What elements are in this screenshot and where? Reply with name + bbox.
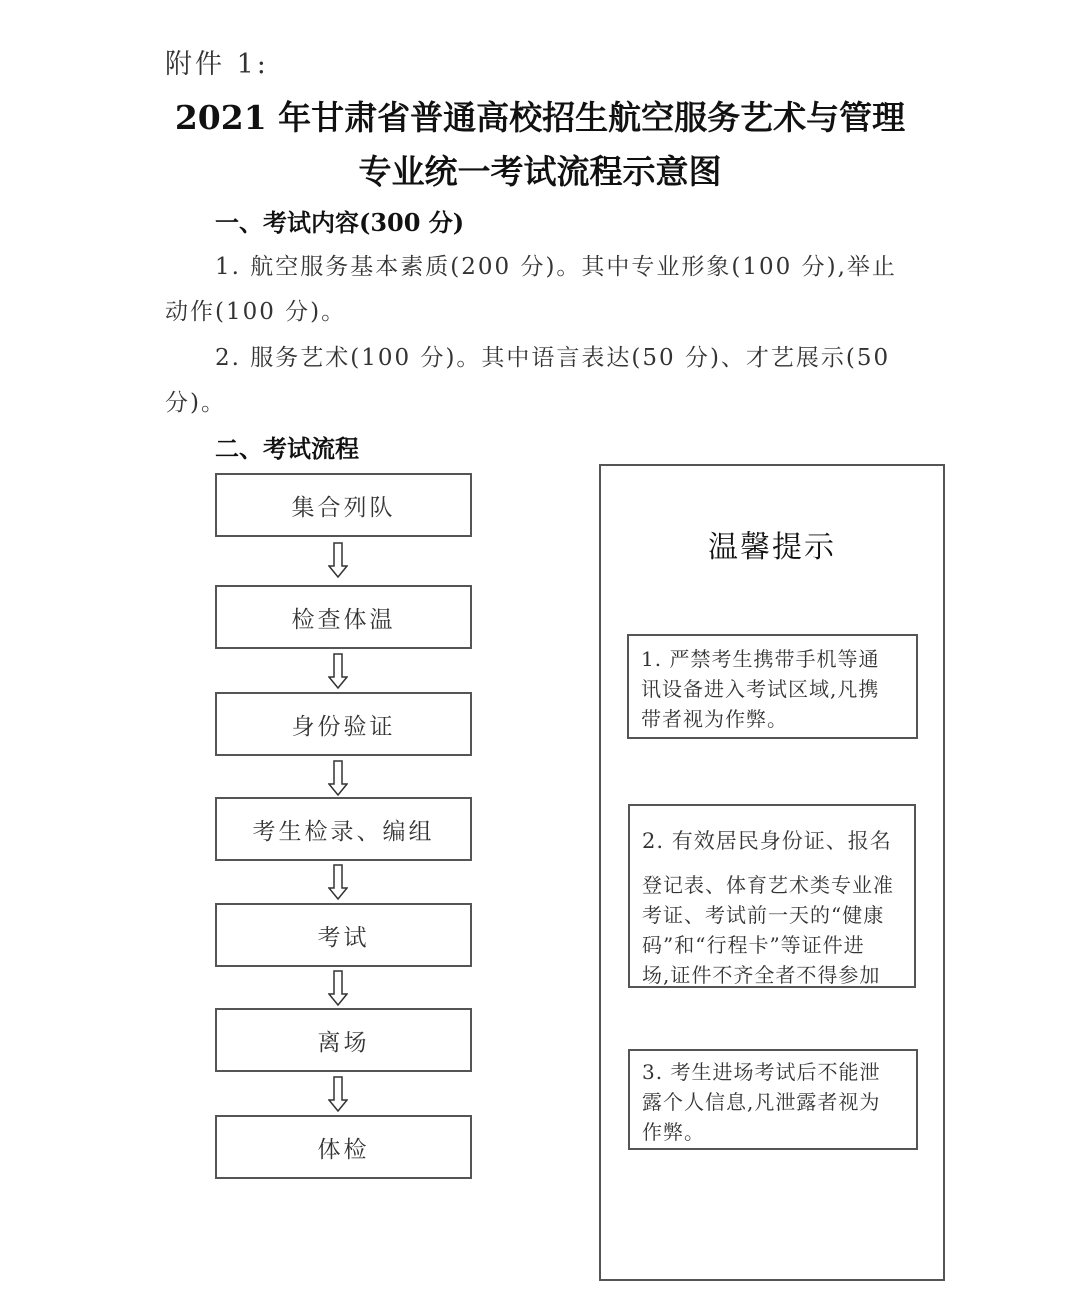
down-arrow-icon: [328, 653, 348, 689]
tip-1-line: 1. 严禁考生携带手机等通: [641, 647, 880, 671]
flow-step-leave: 离场: [215, 1008, 472, 1072]
tip-1-line: 带者视为作弊。: [641, 707, 788, 731]
tip-3: [628, 1049, 918, 1150]
tip-2-line: 码”和“行程卡”等证件进: [642, 933, 865, 957]
tip-2-line: 考证、考试前一天的“健康: [642, 903, 885, 927]
tip-2-first-line: 2. 有效居民身份证、报名: [642, 829, 892, 853]
flow-step-physical-exam: 体检: [215, 1115, 472, 1179]
tips-title: 温馨提示: [708, 530, 836, 565]
tip-3-line: 作弊。: [642, 1120, 705, 1144]
tip-3-line: 露个人信息,凡泄露者视为: [642, 1090, 881, 1114]
flow-step-exam: 考试: [215, 903, 472, 967]
tip-1-line: 讯设备进入考试区域,凡携: [641, 677, 880, 701]
section-heading-exam-process: 二、考试流程: [215, 434, 359, 463]
tip-3-line: 3. 考生进场考试后不能泄: [642, 1060, 881, 1084]
tip-2-line: 登记表、体育艺术类专业准: [642, 873, 894, 897]
tip-2-line: 场,证件不齐全者不得参加: [642, 963, 881, 987]
flow-step-identity-verification: 身份验证: [215, 692, 472, 756]
exam-content-item-1-line-2: 动作(100 分)。: [165, 299, 347, 325]
flow-step-temperature-check: 检查体温: [215, 585, 472, 649]
tip-2: [628, 804, 916, 988]
tip-1: [627, 634, 918, 739]
down-arrow-icon: [328, 864, 348, 900]
down-arrow-icon: [328, 970, 348, 1006]
attachment-label: 附件 1:: [165, 49, 269, 80]
document-title-line-1: 2021 年甘肃省普通高校招生航空服务艺术与管理: [174, 98, 906, 137]
exam-content-item-2-line-2: 分)。: [165, 390, 226, 416]
down-arrow-icon: [328, 760, 348, 796]
flow-step-assemble: 集合列队: [215, 473, 472, 537]
section-heading-exam-content: 一、考试内容(300 分): [215, 208, 465, 237]
exam-content-item-2-line-1: 2. 服务艺术(100 分)。其中语言表达(50 分)、才艺展示(50: [215, 345, 891, 371]
down-arrow-icon: [328, 1076, 348, 1112]
down-arrow-icon: [328, 542, 348, 578]
document-title-line-2: 专业统一考试流程示意图: [358, 152, 722, 191]
flow-step-checkin-grouping: 考生检录、编组: [215, 797, 472, 861]
exam-content-item-1-line-1: 1. 航空服务基本素质(200 分)。其中专业形象(100 分),举止: [215, 254, 897, 280]
